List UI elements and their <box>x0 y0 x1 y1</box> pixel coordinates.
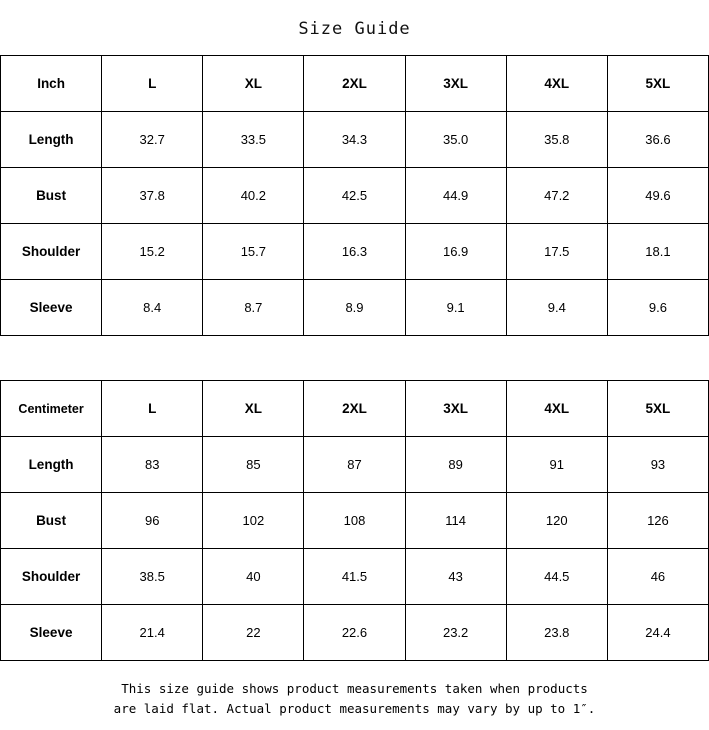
cell-length-4xl: 35.8 <box>506 112 607 168</box>
cell-shoulder-2xl: 16.3 <box>304 224 405 280</box>
size-header-xl: XL <box>203 56 304 112</box>
table-row <box>1 224 709 280</box>
cell-shoulder-2xl: 41.5 <box>304 549 405 605</box>
cell-length-3xl: 35.0 <box>405 112 506 168</box>
size-header-3xl: 3XL <box>405 56 506 112</box>
table-row <box>1 493 709 549</box>
cell-sleeve-l: 8.4 <box>102 280 203 336</box>
table-header-row <box>1 381 709 437</box>
row-label-length: Length <box>1 437 102 493</box>
cell-bust-2xl: 42.5 <box>304 168 405 224</box>
cell-bust-2xl: 108 <box>304 493 405 549</box>
row-label-sleeve: Sleeve <box>1 280 102 336</box>
cell-length-l: 32.7 <box>102 112 203 168</box>
cell-sleeve-3xl: 23.2 <box>405 605 506 661</box>
cell-bust-xl: 40.2 <box>203 168 304 224</box>
table-row <box>1 605 709 661</box>
size-header-4xl: 4XL <box>506 381 607 437</box>
table-spacer <box>0 336 709 380</box>
row-label-bust: Bust <box>1 168 102 224</box>
table-row <box>1 168 709 224</box>
cell-sleeve-xl: 8.7 <box>203 280 304 336</box>
cell-length-5xl: 36.6 <box>607 112 708 168</box>
page-title: Size Guide <box>298 19 411 39</box>
cell-length-2xl: 87 <box>304 437 405 493</box>
size-header-4xl: 4XL <box>506 56 607 112</box>
cell-bust-3xl: 44.9 <box>405 168 506 224</box>
cell-shoulder-3xl: 16.9 <box>405 224 506 280</box>
row-label-length: Length <box>1 112 102 168</box>
row-label-bust: Bust <box>1 493 102 549</box>
cell-sleeve-2xl: 22.6 <box>304 605 405 661</box>
size-header-l: L <box>102 56 203 112</box>
cell-bust-5xl: 126 <box>607 493 708 549</box>
size-header-5xl: 5XL <box>607 381 708 437</box>
cell-sleeve-l: 21.4 <box>102 605 203 661</box>
table-row <box>1 437 709 493</box>
cell-bust-l: 37.8 <box>102 168 203 224</box>
cell-shoulder-xl: 40 <box>203 549 304 605</box>
size-table-centimeter <box>0 380 709 661</box>
cell-shoulder-l: 38.5 <box>102 549 203 605</box>
cell-length-xl: 33.5 <box>203 112 304 168</box>
cell-length-xl: 85 <box>203 437 304 493</box>
size-header-2xl: 2XL <box>304 56 405 112</box>
cell-bust-4xl: 47.2 <box>506 168 607 224</box>
cell-shoulder-4xl: 17.5 <box>506 224 607 280</box>
cell-shoulder-3xl: 43 <box>405 549 506 605</box>
cell-sleeve-4xl: 23.8 <box>506 605 607 661</box>
footnote-line-1: This size guide shows product measurements taken when products <box>121 681 588 697</box>
cell-bust-l: 96 <box>102 493 203 549</box>
cell-shoulder-l: 15.2 <box>102 224 203 280</box>
cell-sleeve-2xl: 8.9 <box>304 280 405 336</box>
cell-sleeve-xl: 22 <box>203 605 304 661</box>
cell-bust-5xl: 49.6 <box>607 168 708 224</box>
cell-shoulder-5xl: 46 <box>607 549 708 605</box>
cell-bust-xl: 102 <box>203 493 304 549</box>
size-table-inch <box>0 55 709 336</box>
row-label-shoulder: Shoulder <box>1 224 102 280</box>
cell-length-5xl: 93 <box>607 437 708 493</box>
row-label-shoulder: Shoulder <box>1 549 102 605</box>
cell-sleeve-5xl: 9.6 <box>607 280 708 336</box>
size-header-l: L <box>102 381 203 437</box>
cell-length-l: 83 <box>102 437 203 493</box>
cell-sleeve-4xl: 9.4 <box>506 280 607 336</box>
cell-shoulder-4xl: 44.5 <box>506 549 607 605</box>
cell-bust-3xl: 114 <box>405 493 506 549</box>
cell-sleeve-5xl: 24.4 <box>607 605 708 661</box>
cell-sleeve-3xl: 9.1 <box>405 280 506 336</box>
unit-label-centimeter: Centimeter <box>1 381 102 437</box>
size-guide-footnote <box>0 661 709 718</box>
size-header-5xl: 5XL <box>607 56 708 112</box>
cell-length-3xl: 89 <box>405 437 506 493</box>
table-row <box>1 112 709 168</box>
size-header-2xl: 2XL <box>304 381 405 437</box>
cell-length-2xl: 34.3 <box>304 112 405 168</box>
footnote-line-2: are laid flat. Actual product measurements may vary by up to 1″. <box>113 700 596 716</box>
cell-length-4xl: 91 <box>506 437 607 493</box>
cell-bust-4xl: 120 <box>506 493 607 549</box>
table-row <box>1 280 709 336</box>
size-header-3xl: 3XL <box>405 381 506 437</box>
table-row <box>1 549 709 605</box>
cell-shoulder-5xl: 18.1 <box>607 224 708 280</box>
cell-shoulder-xl: 15.7 <box>203 224 304 280</box>
row-label-sleeve: Sleeve <box>1 605 102 661</box>
size-header-xl: XL <box>203 381 304 437</box>
table-header-row <box>1 56 709 112</box>
unit-label-inch: Inch <box>1 56 102 112</box>
